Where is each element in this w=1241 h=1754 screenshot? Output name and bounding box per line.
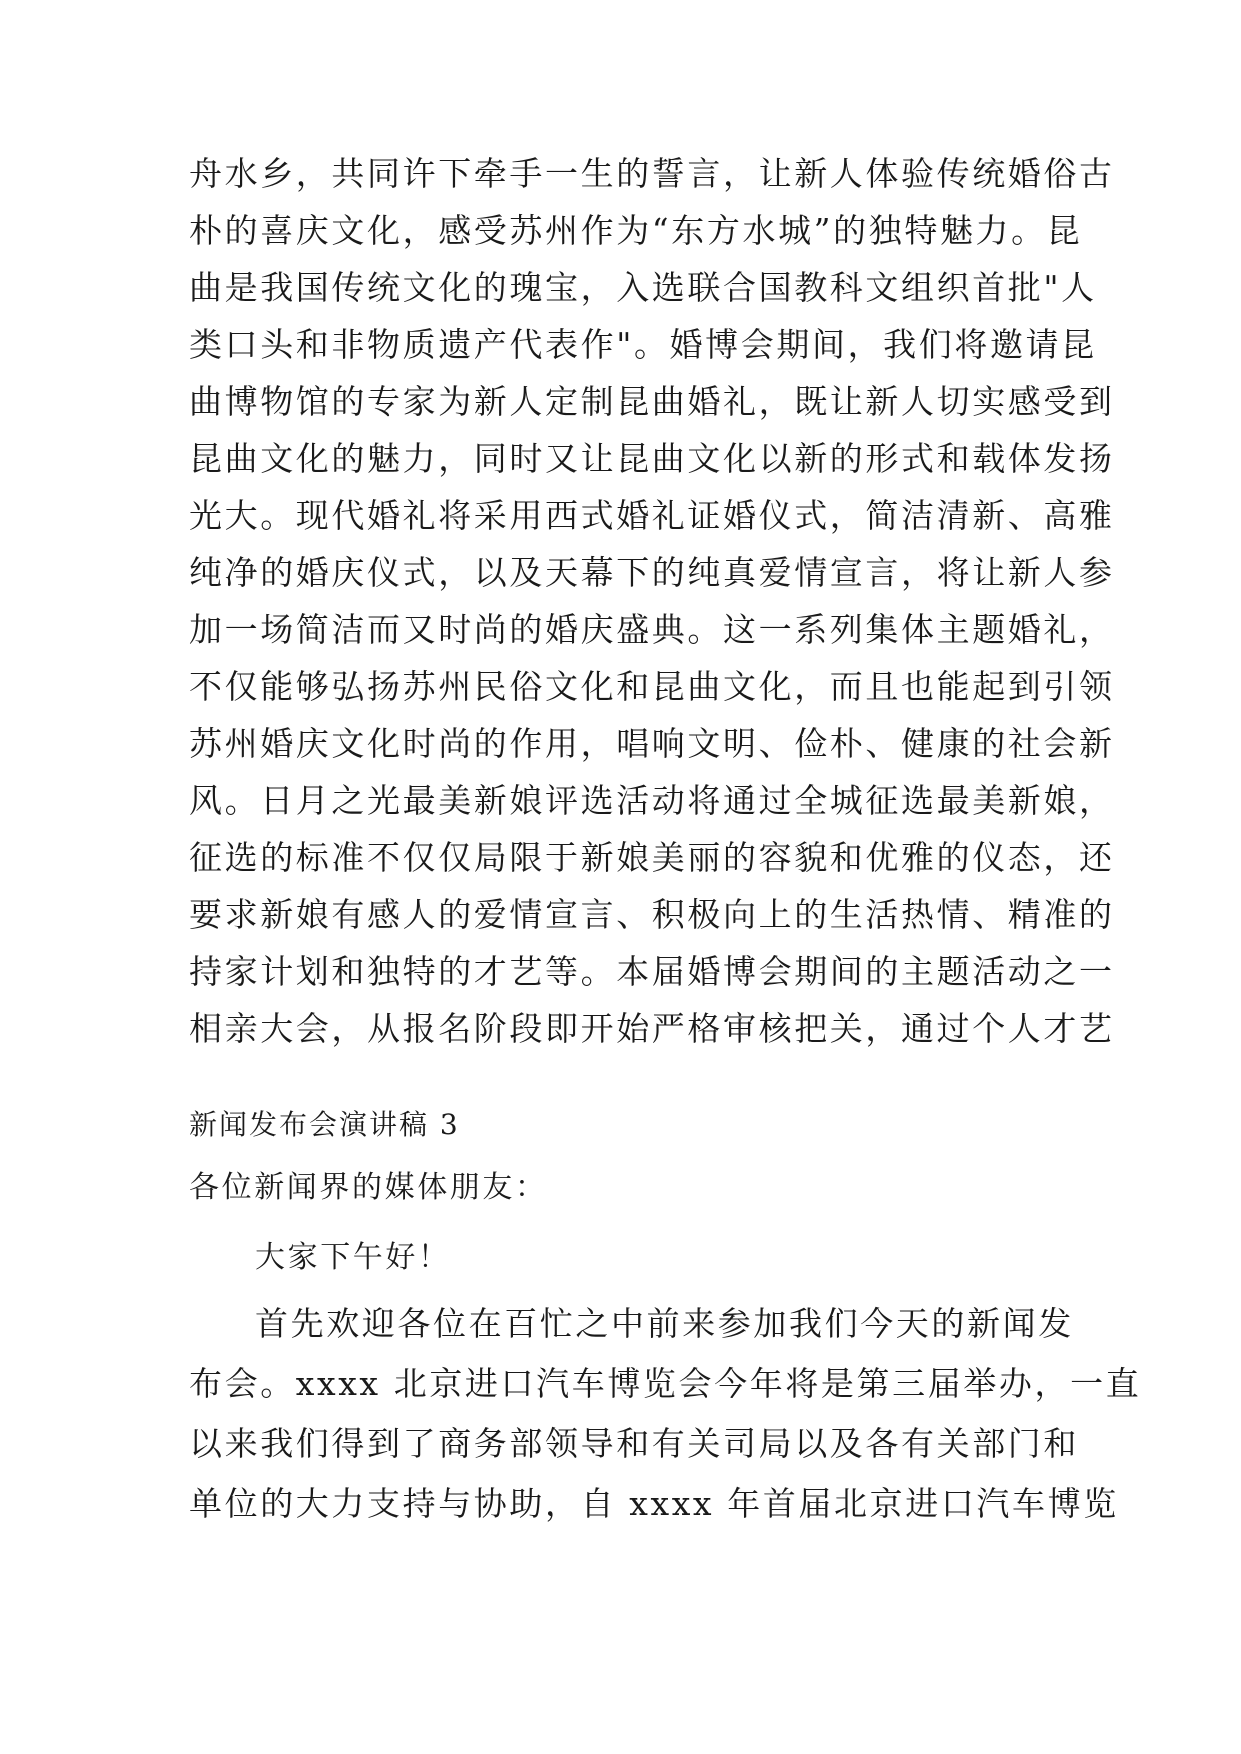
- salutation: 各位新闻界的媒体朋友：: [189, 1170, 548, 1205]
- body-text-line: 征选的标准不仅仅局限于新娘美丽的容貌和优雅的仪态，还: [189, 838, 1115, 877]
- body-text-line: 相亲大会，从报名阶段即开始严格审核把关，通过个人才艺: [189, 1009, 1115, 1048]
- body-text-line: 要求新娘有感人的爱情宣言、积极向上的生活热情、精准的: [189, 895, 1115, 934]
- body-text-line: 持家计划和独特的才艺等。本届婚博会期间的主题活动之一: [189, 952, 1115, 991]
- body-text-line: 风。日月之光最美新娘评选活动将通过全城征选最美新娘，: [189, 781, 1115, 820]
- body-text-line: 苏州婚庆文化时尚的作用，唱响文明、俭朴、健康的社会新: [189, 724, 1115, 763]
- greeting: 大家下午好！: [255, 1240, 451, 1275]
- body-text-line: 曲博物馆的专家为新人定制昆曲婚礼，既让新人切实感受到: [189, 382, 1115, 421]
- body-text-line: 光大。现代婚礼将采用西式婚礼证婚仪式，简洁清新、高雅: [189, 496, 1115, 535]
- paragraph-line: 单位的大力支持与协助，自 xxxx 年首届北京进口汽车博览: [189, 1484, 1119, 1523]
- paragraph-line: 首先欢迎各位在百忙之中前来参加我们今天的新闻发: [255, 1304, 1074, 1343]
- body-text-line: 昆曲文化的魅力，同时又让昆曲文化以新的形式和载体发扬: [189, 439, 1115, 478]
- body-text-line: 曲是我国传统文化的瑰宝，入选联合国教科文组织首批"人: [189, 268, 1097, 307]
- body-text-line: 加一场简洁而又时尚的婚庆盛典。这一系列集体主题婚礼，: [189, 610, 1115, 649]
- body-text-line: 类口头和非物质遗产代表作"。婚博会期间，我们将邀请昆: [189, 325, 1097, 364]
- paragraph-line: 以来我们得到了商务部领导和有关司局以及各有关部门和: [189, 1424, 1079, 1463]
- paragraph-line: 布会。xxxx 北京进口汽车博览会今年将是第三届举办，一直: [189, 1364, 1142, 1403]
- body-text-line: 不仅能够弘扬苏州民俗文化和昆曲文化，而且也能起到引领: [189, 667, 1115, 706]
- body-text-line: 舟水乡，共同许下牵手一生的誓言，让新人体验传统婚俗古: [189, 154, 1115, 193]
- body-text-line: 朴的喜庆文化，感受苏州作为“东方水城”的独特魅力。昆: [189, 211, 1083, 250]
- body-text-line: 纯净的婚庆仪式，以及天幕下的纯真爱情宣言，将让新人参: [189, 553, 1115, 592]
- section-title: 新闻发布会演讲稿 3: [189, 1108, 460, 1141]
